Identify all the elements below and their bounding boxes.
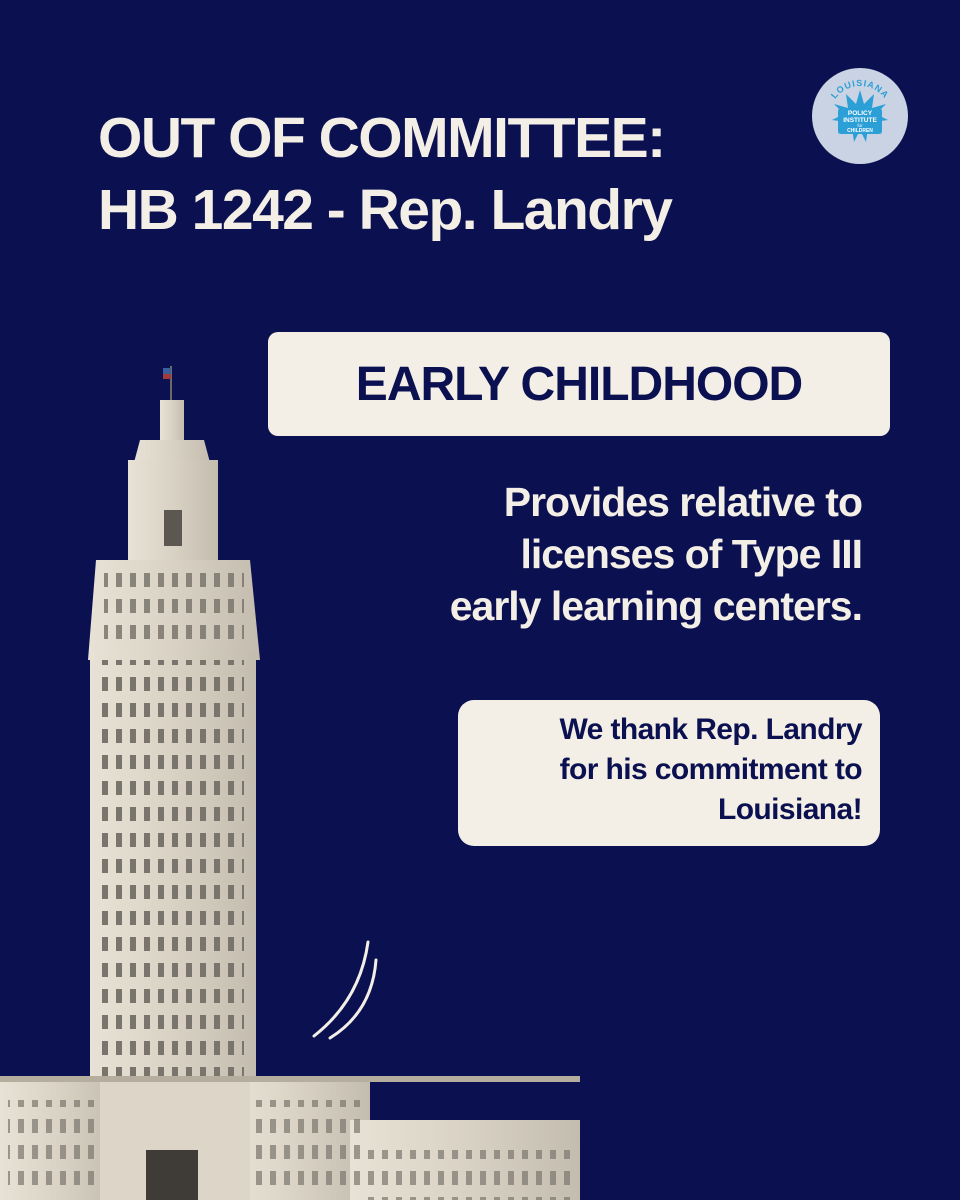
title-line-2: HB 1242 - Rep. Landry (98, 178, 672, 242)
logo-arc-text: LOUISIANA (828, 77, 892, 101)
logo-text-children: CHILDREN (847, 128, 873, 134)
logo-text-policy: POLICY (847, 110, 873, 117)
capitol-building-image (0, 360, 580, 1200)
thanks-line-3: Louisiana! (717, 793, 862, 826)
page-title (98, 102, 818, 246)
thanks-line-1: We thank Rep. Landry (559, 713, 862, 746)
sun-badge-icon (812, 68, 908, 164)
thanks-line-2: for his commitment to (559, 753, 862, 786)
logo-text-institute: INSTITUTE (843, 117, 877, 124)
description-line-2: licenses of Type III (520, 531, 862, 577)
category-label: EARLY CHILDHOOD (355, 357, 803, 411)
description-line-3: early learning centers. (449, 583, 862, 629)
organization-logo (812, 68, 908, 164)
logo-text-for: for (857, 123, 863, 128)
description-line-1: Provides relative to (503, 479, 862, 525)
title-line-1: OUT OF COMMITTEE: (98, 106, 665, 170)
